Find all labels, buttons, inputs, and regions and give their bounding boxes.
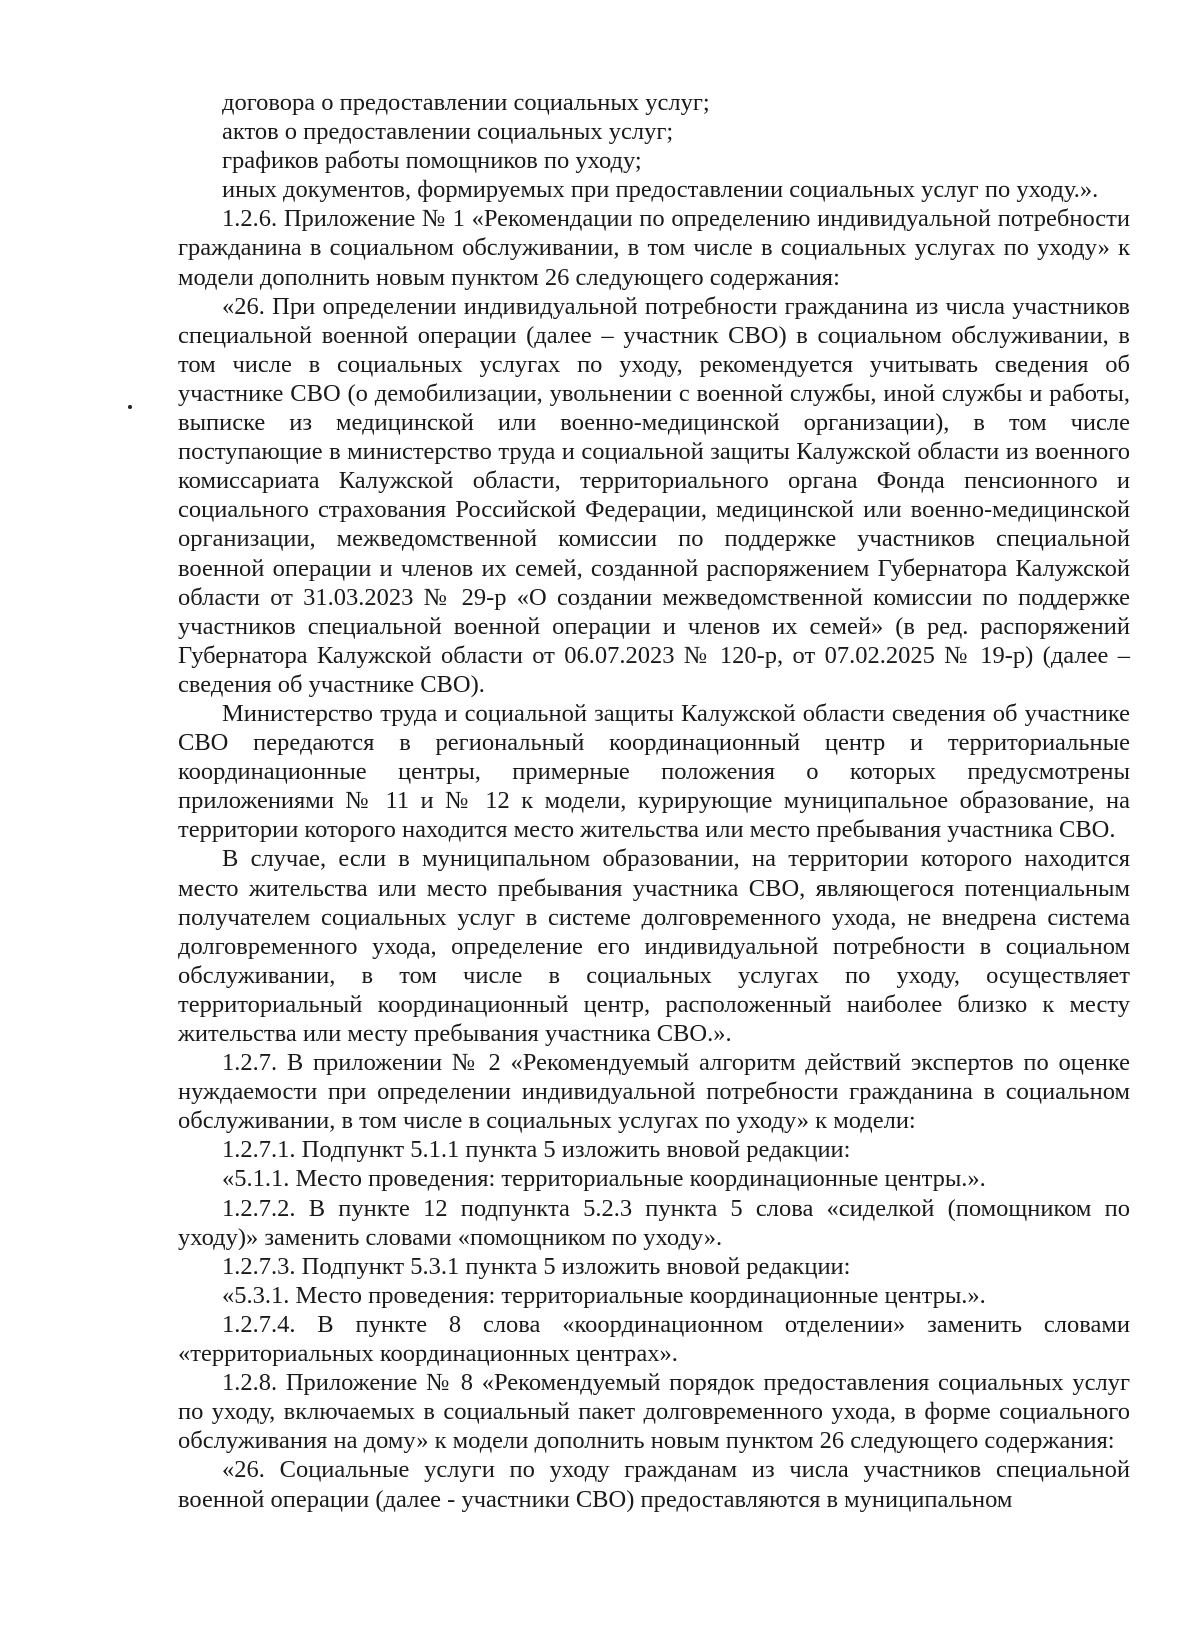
paragraph: В случае, если в муниципальном образовании, на территории которого находится место жительства или место пребывания участника СВО, являющегося потенциальным получателем социальных услуг в системе долговременного ухода, не внедрена система долговременного ухода, определение его индивидуальной потребности в социальном обслуживании, в том числе в социальных услугах по уходу, осуществляет территориальный координационный центр, расположенный наиболее близко к месту жительства или месту пребывания участника СВО.».: [178, 845, 1130, 1047]
document-body: [178, 88, 1130, 1514]
paragraph: актов о предоставлении социальных услуг;: [222, 118, 674, 146]
paragraph: графиков работы помощников по уходу;: [222, 147, 642, 175]
paragraph: 1.2.6. Приложение № 1 «Рекомендации по определению индивидуальной потребности гражданина в социальном обслуживании, в том числе в социальных услугах по уходу» к модели дополнить новым пунктом 26 следующего содержания:: [178, 205, 1130, 291]
paragraph: 1.2.7.4. В пункте 8 слова «координационном отделении» заменить словами «территориальных координационных центрах».: [178, 1310, 1130, 1368]
paragraph: «5.1.1. Место проведения: территориальные координационные центры.».: [222, 1165, 986, 1193]
paragraph: «5.3.1. Место проведения: территориальные координационные центры.».: [222, 1281, 986, 1309]
paragraph: 1.2.7. В приложении № 2 «Рекомендуемый алгоритм действий экспертов по оценке нуждаемости при определении индивидуальной потребности гражданина в социальном обслуживании, в том числе в социальных услугах по уходу» к модели:: [178, 1049, 1130, 1135]
paragraph: «26. При определении индивидуальной потребности гражданина из числа участников специальной военной операции (далее – участник СВО) в социальном обслуживании, в том числе в социальных услугах по уходу, рекомендуется учитывать сведения об участнике СВО (о демобилизации, увольнении с военной службы, иной службы и работы, выписке из медицинской или военно-медицинской организации), в том числе поступающие в министерство труда и социальной защиты Калужской области из военного комиссариата Калужской области, территориального органа Фонда пенсионного и социального страхования Российской Федерации, медицинской или военно-медицинской организации, межведомственной комиссии по поддержке участников специальной военной операции и членов их семей, созданной распоряжением Губернатора Калужской области от 31.03.2023 № 29-р «О создании межведомственной комиссии по поддержке участников специальной военной операции и членов их семей» (в ред. распоряжений Губернатора Калужской области от 06.07.2023 № 120-р, от 07.02.2025 № 19-р) (далее – сведения об участнике СВО).: [178, 292, 1130, 698]
paragraph: «26. Социальные услуги по уходу гражданам из числа участников специальной военной операции (далее - участники СВО) предоставляются в муниципальном: [178, 1456, 1130, 1513]
paragraph: договора о предоставлении социальных услуг;: [222, 89, 710, 116]
paragraph: 1.2.7.2. В пункте 12 подпункта 5.2.3 пункта 5 слова «сиделкой (помощником по уходу)» заменить словами «помощником по уходу».: [178, 1194, 1130, 1251]
paragraph: 1.2.7.1. Подпункт 5.1.1 пункта 5 изложить вновой редакции:: [222, 1136, 851, 1164]
paragraph: иных документов, формируемых при предоставлении социальных услуг по уходу.».: [222, 176, 1099, 204]
paragraph: Министерство труда и социальной защиты Калужской области сведения об участнике СВО передаются в региональный координационный центр и территориальные координационные центры, примерные положения о которых предусмотрены приложениями № 11 и № 12 к модели, курирующие муниципальное образование, на территории которого находится место жительства или место пребывания участника СВО.: [178, 699, 1130, 844]
paragraph: 1.2.7.3. Подпункт 5.3.1 пункта 5 изложить вновой редакции:: [222, 1252, 851, 1280]
paragraph: 1.2.8. Приложение № 8 «Рекомендуемый порядок предоставления социальных услуг по уходу, включаемых в социальный пакет долговременного ухода, в форме социального обслуживания на дому» к модели дополнить новым пунктом 26 следующего содержания:: [178, 1369, 1130, 1455]
stray-mark: [128, 405, 132, 409]
